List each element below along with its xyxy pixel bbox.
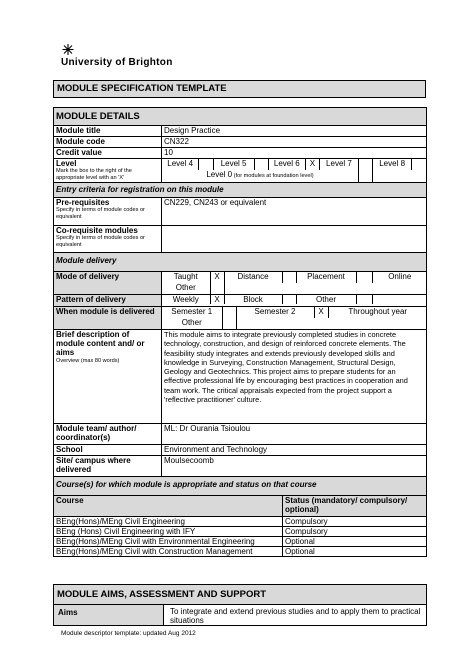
course-status: Compulsory	[283, 527, 427, 537]
course-name: BEng (Hons) Civil Engineering with IFY	[54, 527, 283, 537]
when-throughout-option: Throughout year	[328, 307, 427, 318]
site-label: Site/ campus where delivered	[54, 456, 162, 477]
level-4-option: Level 4	[162, 159, 199, 170]
school-label: School	[54, 445, 162, 456]
level-0-note: (for modules at foundation level)	[232, 173, 314, 179]
star-logo-icon	[61, 43, 75, 56]
when-semester2-box[interactable]: X	[314, 307, 328, 318]
pattern-label: Pattern of delivery	[54, 295, 162, 307]
level-8-option: Level 8	[373, 159, 412, 170]
table-row	[54, 547, 427, 557]
mode-placement-box[interactable]	[356, 272, 372, 283]
prereq-hint: Specify in terms of module codes or equivalent	[56, 207, 145, 220]
team-label: Module team/ author/ coordinator(s)	[54, 424, 162, 445]
template-title: MODULE SPECIFICATION TEMPLATE	[54, 81, 426, 98]
level-7-box[interactable]	[358, 159, 372, 170]
courses-heading: Course(s) for which module is appropriate and status on that course	[54, 477, 427, 496]
when-label: When module is delivered	[54, 307, 162, 330]
module-details-table	[53, 107, 427, 557]
level-0-box[interactable]	[358, 170, 372, 182]
level-6-box[interactable]: X	[305, 159, 319, 170]
module-aims-table	[53, 584, 427, 626]
level-label: Level	[56, 159, 77, 168]
when-other-option: Other	[162, 318, 222, 329]
brief-cell	[54, 330, 162, 424]
school-value: Environment and Technology	[162, 445, 427, 456]
level-8-box[interactable]	[412, 159, 426, 170]
mode-distance-option: Distance	[224, 272, 282, 283]
level-0-option	[162, 170, 358, 182]
aims-value: To integrate and extend previous studies and to apply them to practical situations	[164, 605, 427, 626]
brief-label: Brief description of module content and/ or aims	[56, 330, 145, 357]
status-column-header: Status (mandatory/ compulsory/ optional)	[283, 496, 427, 517]
aims-label: Aims	[54, 605, 164, 626]
level-5-box[interactable]	[254, 159, 268, 170]
level-0-label: Level 0	[206, 170, 233, 179]
table-row	[54, 517, 427, 527]
mode-other-option: Other	[162, 283, 210, 294]
mode-other-box[interactable]	[210, 283, 224, 294]
module-code-label: Module code	[54, 137, 162, 148]
table-row	[54, 537, 427, 547]
entry-criteria-heading: Entry criteria for registration on this module	[54, 183, 427, 198]
when-other-box[interactable]	[222, 318, 236, 329]
prereq-value: CN229, CN243 or equivalent	[162, 198, 427, 226]
module-title-label: Module title	[54, 126, 162, 137]
footer-note: Module descriptor template: updated Aug 2012	[61, 630, 196, 637]
course-status: Optional	[283, 537, 427, 547]
level-cell	[54, 159, 162, 183]
credit-value-label: Credit value	[54, 148, 162, 159]
when-semester1-option: Semester 1	[162, 307, 222, 318]
level-7-option: Level 7	[320, 159, 359, 170]
template-title-box	[53, 80, 426, 98]
team-value: ML: Dr Ourania Tsioulou	[162, 424, 427, 445]
level-4-box[interactable]	[199, 159, 213, 170]
pattern-other-box[interactable]	[356, 295, 372, 304]
coreq-label: Co-requisite modules	[56, 226, 138, 235]
university-name: University of Brighton	[61, 57, 173, 68]
coreq-cell	[54, 226, 162, 253]
mode-taught-box[interactable]: X	[210, 272, 224, 283]
prereq-cell	[54, 198, 162, 226]
module-code-value: CN322	[162, 137, 427, 148]
level-6-option: Level 6	[268, 159, 305, 170]
coreq-value	[162, 226, 427, 253]
prereq-label: Pre-requisites	[56, 198, 110, 207]
mode-taught-option: Taught	[162, 272, 210, 283]
pattern-weekly-option: Weekly	[162, 295, 210, 304]
course-name: BEng(Hons)/MEng Civil Engineering	[54, 517, 283, 527]
table-row	[54, 527, 427, 537]
course-name: BEng(Hons)/MEng Civil with Construction Management	[54, 547, 283, 557]
site-value: Moulsecoomb	[162, 456, 427, 477]
mode-distance-box[interactable]	[282, 272, 296, 283]
pattern-weekly-box[interactable]: X	[210, 295, 224, 304]
module-title-value: Design Practice	[162, 126, 427, 137]
when-semester2-option: Semester 2	[236, 307, 314, 318]
when-semester1-box[interactable]	[222, 307, 236, 318]
module-delivery-heading: Module delivery	[54, 253, 427, 272]
module-details-heading: MODULE DETAILS	[54, 108, 427, 126]
mode-online-option: Online	[372, 272, 427, 283]
course-status: Optional	[283, 547, 427, 557]
pattern-block-box[interactable]	[282, 295, 296, 304]
mode-label: Mode of delivery	[54, 272, 162, 295]
mode-placement-option: Placement	[296, 272, 356, 283]
level-5-option: Level 5	[213, 159, 254, 170]
coreq-hint: Specify in terms of module codes or equivalent	[56, 235, 145, 248]
brief-value: This module aims to integrate previously completed studies in concrete technology, construction, and design of reinforced concrete elements. The feasibility study integrates and extends previously developed skills and knowledge in Surveying, Construction Management, Structural Design, Geology and Geotechnics. This project aims to prepare students for an effective professional life by encouraging best practices in cooperation and team work. The critical appraisals expected from the project support a 'reflective practitioner' culture.	[162, 330, 427, 424]
credit-value-value: 10	[162, 148, 427, 159]
course-column-header: Course	[54, 496, 283, 517]
level-hint: Mark the box to the right of the appropriate level with an 'X'	[56, 168, 132, 181]
pattern-block-option: Block	[224, 295, 282, 304]
course-name: BEng(Hons)/MEng Civil with Environmental Engineering	[54, 537, 283, 547]
brief-hint: Overview (max 80 words)	[56, 358, 120, 364]
course-status: Compulsory	[283, 517, 427, 527]
pattern-other-option: Other	[296, 295, 356, 304]
module-aims-heading: MODULE AIMS, ASSESSMENT AND SUPPORT	[54, 585, 427, 605]
